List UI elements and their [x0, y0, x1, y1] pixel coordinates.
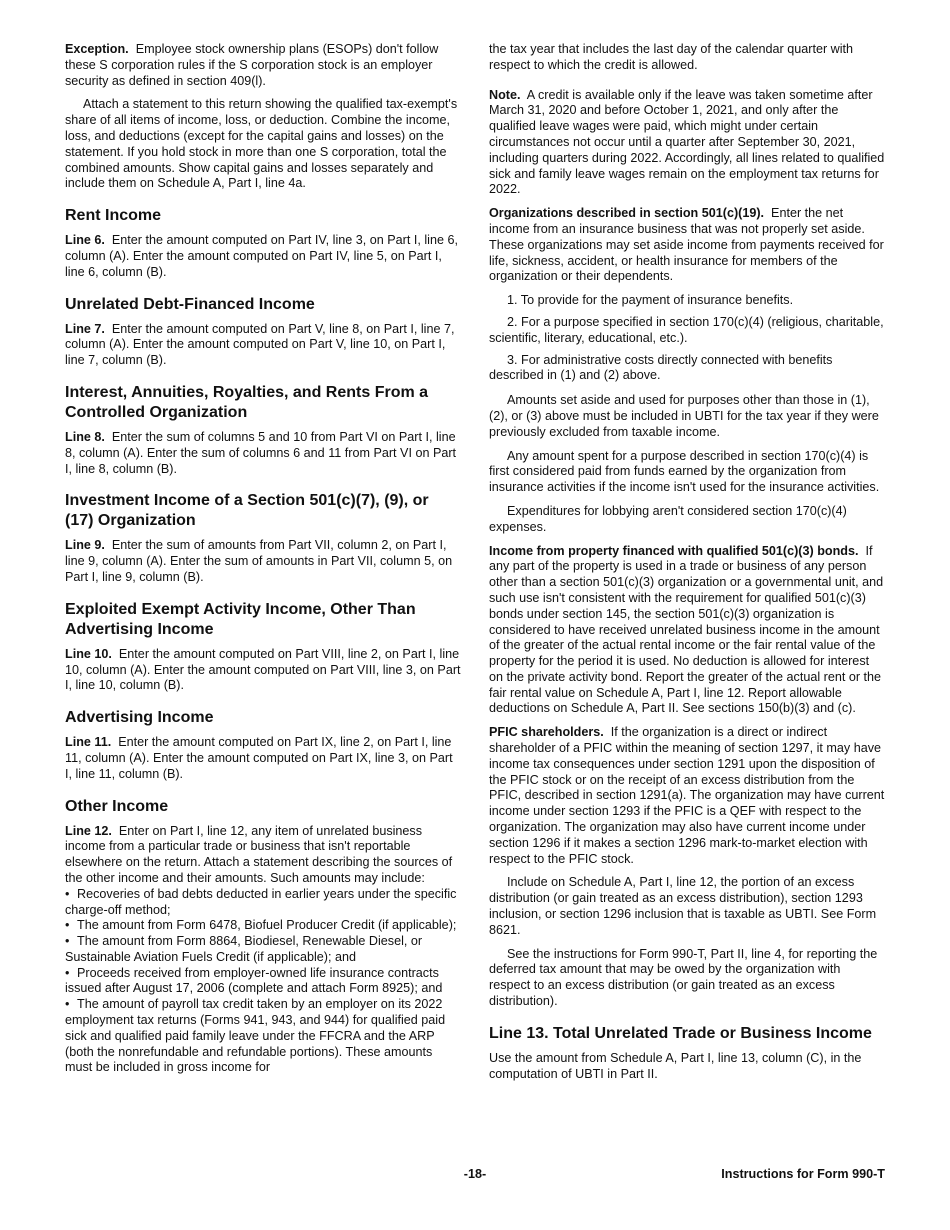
other-income-heading: Other Income: [65, 797, 169, 815]
lobbying-paragraph: Expenditures for lobbying aren't considered section 170(c)(4) expenses.: [489, 503, 847, 534]
advertising-income-heading: Advertising Income: [65, 709, 214, 727]
rent-income-heading: Rent Income: [65, 207, 162, 225]
exploited-activity-heading: Exploited Exempt Activity Income, Other Than Advertising Income: [65, 600, 416, 638]
line-6-lead: Line 6.: [65, 233, 105, 248]
document-title: Instructions for Form 990-T: [721, 1167, 885, 1181]
any-amount-paragraph: Any amount spent for a purpose described in section 170(c)(4) is first considered paid from funds earned by the organization from insurance activities if the income isn't used for the insurance activities.: [489, 448, 880, 495]
line-12-text: Enter on Part I, line 12, any item of unrelated business income from a particular trade or business that isn't reportable elsewhere on the return. Attach a statement describing the sources of the other income and their amounts. Such amounts may include:: [65, 823, 453, 885]
numbered-item-1: 1. To provide for the payment of insurance benefits.: [507, 293, 794, 308]
line-11-text: Enter the amount computed on Part IX, line 2, on Part I, line 11, column (A). Enter the amount computed on Part IX, line 3, on Part I, line 11, column (B).: [65, 735, 453, 781]
line-12-paragraph: [65, 824, 461, 887]
page-number: -18-: [463, 1167, 487, 1181]
line-13-paragraph: Use the amount from Schedule A, Part I, line 13, column (C), in the computation of UBTI in Part II.: [489, 1050, 862, 1081]
line-11-paragraph: [65, 735, 461, 782]
attach-statement-paragraph: Attach a statement to this return showing the qualified tax-exempt's share of all items of income, loss, or deduction. Combine the income, loss, and deductions (except for the capital gains and losses) on the statement. If you hold stock in more than one S corporation, total the combined amounts. Show capital gains and losses separately and include them on Schedule A, Part I, line 4a.: [65, 97, 458, 191]
line-10-paragraph: [65, 647, 461, 694]
left-column: [65, 42, 461, 1076]
list-item: • Recoveries of bad debts deducted in earlier years under the specific charge-off method;: [65, 886, 457, 917]
numbered-item-2: 2. For a purpose specified in section 170(c)(4) (religious, charitable, scientific, literary, educational, etc.).: [489, 314, 884, 345]
note-lead: Note.: [489, 87, 521, 102]
property-financed-lead: Income from property financed with qualified 501(c)(3) bonds.: [489, 543, 859, 558]
pfic-lead: PFIC shareholders.: [489, 725, 604, 740]
exception-paragraph: [65, 42, 461, 89]
debt-financed-heading: Unrelated Debt-Financed Income: [65, 295, 315, 313]
property-financed-paragraph: [489, 544, 885, 718]
line-10-text: Enter the amount computed on Part VIII, line 2, on Part I, line 10, column (A). Enter the amount computed on Part VIII, line 3, on Part I, line 10, column (B).: [65, 646, 461, 693]
investment-income-heading: Investment Income of a Section 501(c)(7), (9), or (17) Organization: [65, 492, 429, 530]
line-7-lead: Line 7.: [65, 321, 105, 336]
list-item: • The amount from Form 6478, Biofuel Producer Credit (if applicable);: [65, 918, 457, 933]
pfic-paragraph: [489, 725, 885, 867]
include-paragraph: Include on Schedule A, Part I, line 12, the portion of an excess distribution (or gain treated as an excess distribution), section 1293 inclusion, or section 1296 inclusion that is taxable as UBTI. See Form 8621.: [489, 875, 877, 937]
property-financed-text: If any part of the property is used in a trade or business of any person other than a section 501(c)(3) organization or a governmental unit, and such use isn't consistent with the requirement for qualified 501(c)(3) bonds under section 145, the section 501(c)(3) organization is considered to have received unrelated business income in the amount of the greater of the actual rental income or the fair rental value of the property for the period it is used. No deduction is allowed for interest on the private activity bond. Report the greater of the actual rent or the fair rental value on Schedule A, Part I, line 12. Report allowable deductions on Schedule A, Part II. See sections 150(b)(3) and (c).: [489, 543, 884, 716]
line-8-text: Enter the sum of columns 5 and 10 from Part VI on Part I, line 8, column (A). Enter the sum of columns 6 and 11 from Part VI on Part I, line 8, column (B).: [65, 429, 457, 476]
line-6-text: Enter the amount computed on Part IV, line 3, on Part I, line 6, column (A). Enter the amount computed on Part IV, line 5, on Part I, line 6, column (B).: [65, 233, 458, 279]
line-13-heading: Line 13. Total Unrelated Trade or Business Income: [489, 1024, 872, 1042]
continuation-paragraph: the tax year that includes the last day of the calendar quarter with respect to which the credit is allowed.: [489, 42, 854, 72]
see-instructions-paragraph: See the instructions for Form 990-T, Part II, line 4, for reporting the deferred tax amount that may be owed by the organization with respect to an excess distribution (or gain treated as an excess distribution).: [489, 946, 878, 1009]
numbered-item-3: 3. For administrative costs directly connected with benefits described in (1) and (2) above.: [489, 352, 833, 383]
line-10-lead: Line 10.: [65, 646, 112, 661]
line-9-text: Enter the sum of amounts from Part VII, column 2, on Part I, line 9, column (A). Enter the sum of amounts in Part VII, column 5, on Part I, line 9, column (B).: [65, 538, 453, 584]
bullet-icon: •: [65, 934, 70, 949]
bullet-icon: •: [65, 886, 70, 901]
right-column: [489, 42, 885, 1090]
line-8-paragraph: [65, 430, 461, 477]
org-501c19-lead: Organizations described in section 501(c)(19).: [489, 206, 765, 221]
bullet-icon: •: [65, 965, 70, 980]
page-footer: [65, 1167, 885, 1185]
org-501c19-text: Enter the net income from an insurance business that was not properly set aside. These organizations may set aside income from payments received for life, sickness, accident, or health insurance for members of the organization or their dependents.: [489, 206, 884, 284]
line-7-paragraph: [65, 322, 461, 369]
org-501c19-paragraph: [489, 206, 885, 285]
line-9-lead: Line 9.: [65, 538, 105, 553]
controlled-org-heading: Interest, Annuities, Royalties, and Rents From a Controlled Organization: [65, 383, 429, 421]
line-8-lead: Line 8.: [65, 429, 105, 444]
line-11-lead: Line 11.: [65, 735, 112, 750]
bullet-icon: •: [65, 997, 70, 1012]
pfic-text: If the organization is a direct or indirect shareholder of a PFIC within the meaning of section 1297, it may have income tax consequences under section 1291 upon the disposition of the PFIC stock or on the receipt of an excess distribution from the PFIC, described in section 1291(a). The organization may have current income under section 1293 if the PFIC is a QEF with respect to the organization. The organization may also have current income under section 1296 if it makes a section 1296 mark-to-market election with respect to the PFIC stock.: [489, 725, 885, 866]
line-7-text: Enter the amount computed on Part V, line 8, on Part I, line 7, column (A). Enter the amount computed on Part V, line 10, on Part I, line 7, column (B).: [65, 321, 455, 368]
line-12-lead: Line 12.: [65, 823, 112, 838]
other-income-list: [65, 887, 461, 1077]
note-paragraph: [489, 88, 885, 199]
list-item: • Proceeds received from employer-owned life insurance contracts issued after August 17, 2006 (complete and attach Form 8925); and: [65, 965, 443, 996]
exception-lead: Exception.: [65, 42, 129, 56]
list-item: • The amount of payroll tax credit taken by an employer on its 2022 employment tax returns (Forms 941, 943, and 944) for qualified paid sick and qualified paid family leave under the FFCRA and the ARP (both the nonrefundable and refundable portions). These amounts must be included in gross income for: [65, 997, 446, 1075]
line-9-paragraph: [65, 538, 461, 585]
list-item: • The amount from Form 8864, Biodiesel, Renewable Diesel, or Sustainable Aviation Fuels Credit (if applicable); and: [65, 934, 423, 964]
amounts-set-aside-paragraph: Amounts set aside and used for purposes other than those in (1), (2), or (3) above must be included in UBTI for the tax year if they were previously excluded from taxable income.: [489, 393, 879, 439]
line-6-paragraph: [65, 233, 461, 280]
note-text: A credit is available only if the leave was taken sometime after March 31, 2020 and before October 1, 2021, and only after the qualified leave wages were paid, which might under certain circumstances not occur until a quarter after September 30, 2021, including quarters during 2022. Accordingly, all lines related to qualified sick and family leave wages remain on the employment tax returns for 2022.: [489, 87, 885, 197]
bullet-icon: •: [65, 918, 70, 933]
exception-text: Employee stock ownership plans (ESOPs) don't follow these S corporation rules if the S corporation stock is an employer security as defined in section 409(l).: [65, 42, 439, 88]
